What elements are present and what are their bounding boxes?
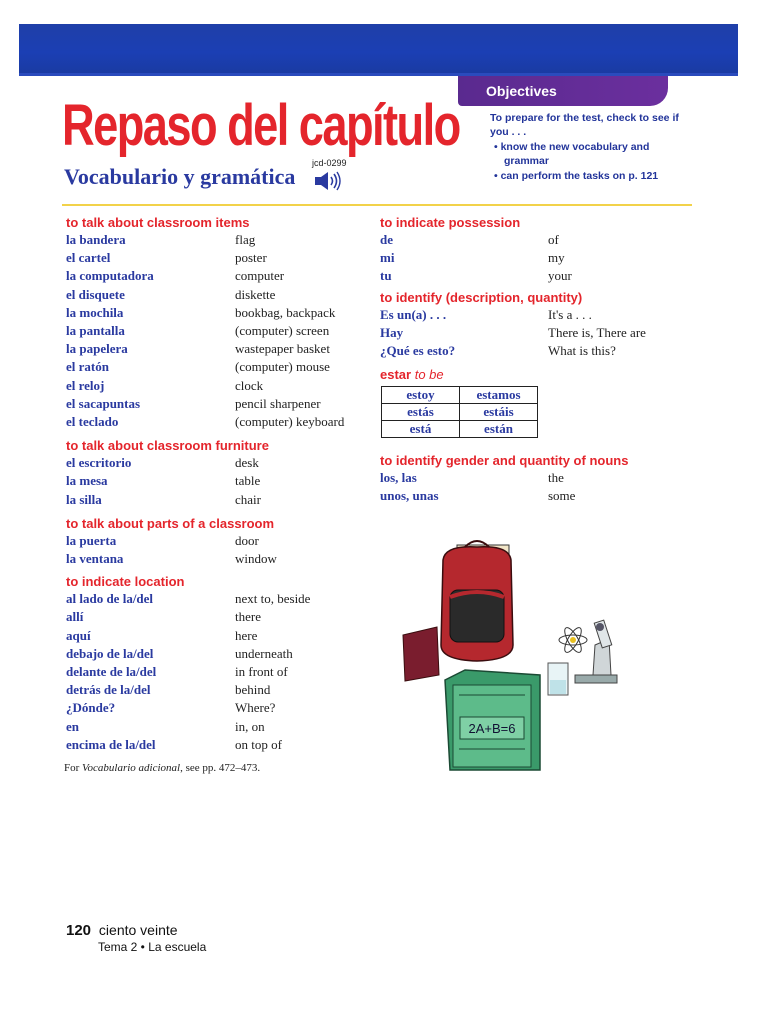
section-heading: to talk about parts of a classroom — [66, 515, 275, 531]
page-title: Repaso del capítulo — [62, 93, 460, 158]
vocab-row — [66, 472, 366, 490]
estar-conjugation-table — [381, 386, 538, 438]
vocab-row — [66, 718, 366, 736]
vocab-row — [66, 322, 366, 340]
vocab-row — [66, 645, 366, 663]
spanish-term: el ratón — [66, 359, 109, 375]
spanish-term: aquí — [66, 627, 91, 643]
vocab-row — [66, 608, 366, 626]
english-term: diskette — [235, 286, 276, 302]
english-term: here — [235, 627, 258, 643]
vocab-row — [66, 413, 366, 431]
speaker-icon[interactable] — [313, 171, 343, 191]
vocab-row — [66, 377, 366, 395]
english-term: (computer) mouse — [235, 359, 330, 375]
footnote-prefix: For — [64, 762, 83, 774]
spanish-term: la mesa — [66, 473, 108, 489]
english-term: Where? — [235, 700, 276, 716]
table-cell: están — [460, 421, 538, 438]
english-term: in front of — [235, 664, 288, 680]
english-term: clock — [235, 377, 264, 393]
spanish-term: tu — [380, 268, 392, 284]
spanish-term: la puerta — [66, 532, 117, 548]
table-cell: estás — [382, 404, 460, 421]
section-identify — [380, 289, 700, 361]
english-term: computer — [235, 268, 285, 284]
vocab-row — [66, 491, 366, 509]
section-classroom-items — [66, 214, 366, 431]
spanish-term: en — [66, 718, 79, 734]
table-cell: está — [382, 421, 460, 438]
section-estar — [380, 366, 700, 438]
vocab-row — [380, 249, 700, 267]
objectives-tab — [458, 76, 668, 106]
section-heading: to identify (description, quantity) — [380, 289, 583, 305]
english-term: bookbag, backpack — [235, 304, 336, 320]
spanish-term: la computadora — [66, 268, 154, 284]
english-term: desk — [235, 455, 259, 471]
english-term: (computer) screen — [235, 323, 330, 339]
english-term: next to, beside — [235, 591, 311, 607]
english-term: in, on — [235, 718, 265, 734]
vocab-row — [380, 469, 700, 487]
spanish-term: la ventana — [66, 551, 124, 567]
vocab-row — [66, 304, 366, 322]
spanish-term: la mochila — [66, 304, 124, 320]
english-term: wastepaper basket — [235, 341, 330, 357]
section-possession — [380, 214, 700, 286]
vocab-row — [66, 663, 366, 681]
spanish-term: ¿Dónde? — [66, 700, 116, 716]
english-term: What is this? — [548, 343, 616, 359]
vocab-row — [66, 627, 366, 645]
table-cell: estamos — [460, 387, 538, 404]
notebook-icon — [403, 627, 439, 681]
spanish-term: el cartel — [66, 250, 111, 266]
vocab-row — [66, 681, 366, 699]
vocab-row — [380, 342, 700, 360]
spanish-term: la papelera — [66, 341, 128, 357]
vocab-row — [66, 699, 366, 717]
page-number: 120 — [66, 922, 92, 939]
objectives-label: Objectives — [486, 83, 557, 99]
left-column — [66, 214, 366, 757]
english-term: pencil sharpener — [235, 395, 321, 411]
english-term: flag — [235, 232, 256, 247]
vocab-row — [66, 340, 366, 358]
section-heading: to talk about classroom furniture — [66, 438, 269, 454]
english-term: table — [235, 473, 261, 489]
top-banner — [19, 24, 738, 76]
vocab-row — [66, 395, 366, 413]
spanish-term: unos, unas — [380, 488, 439, 504]
book-text: 2A+B=6 — [468, 721, 516, 736]
section-classroom-parts — [66, 515, 366, 568]
english-term: It's a . . . — [548, 306, 592, 322]
spanish-term: Hay — [380, 324, 404, 340]
english-term: there — [235, 609, 261, 625]
english-term: on top of — [235, 736, 282, 752]
estar-verb: estar — [380, 367, 412, 383]
spanish-term: allí — [66, 609, 84, 625]
footnote-suffix: , see pp. 472–473. — [180, 762, 261, 774]
section-heading — [380, 366, 700, 383]
spanish-term: la bandera — [66, 232, 126, 247]
objectives-intro: To prepare for the test, check to see if you . . . — [490, 112, 679, 138]
table-row — [382, 387, 538, 404]
spanish-term: el sacapuntas — [66, 395, 141, 411]
spanish-term: los, las — [380, 470, 417, 486]
right-column — [380, 214, 700, 509]
english-term: poster — [235, 250, 267, 266]
section-heading: to talk about classroom items — [66, 215, 250, 230]
footnote — [64, 762, 260, 774]
header-divider — [62, 204, 692, 206]
english-term: your — [548, 268, 572, 284]
table-cell: estoy — [382, 387, 460, 404]
vocab-row — [66, 249, 366, 267]
spanish-term: encima de la/del — [66, 736, 156, 752]
vocab-row — [380, 267, 700, 285]
vocab-row — [66, 550, 366, 568]
backpack-icon — [441, 541, 513, 661]
section-gender — [380, 452, 700, 505]
english-term: behind — [235, 682, 271, 698]
english-term: door — [235, 532, 259, 548]
vocab-row — [66, 532, 366, 550]
vocab-row — [380, 306, 700, 324]
objectives-box — [490, 112, 690, 186]
vocab-row — [66, 736, 366, 754]
spanish-term: el disquete — [66, 286, 125, 302]
section-classroom-furniture — [66, 437, 366, 509]
classroom-items-illustration — [395, 535, 645, 775]
page-number-line — [66, 922, 178, 939]
english-term: chair — [235, 491, 261, 507]
spanish-term: el reloj — [66, 377, 105, 393]
estar-meaning: to be — [414, 367, 444, 383]
table-cell: estáis — [460, 404, 538, 421]
spanish-term: la pantalla — [66, 323, 125, 339]
vocab-row — [66, 286, 366, 304]
vocab-row — [66, 267, 366, 285]
english-term: window — [235, 551, 277, 567]
page-subtitle: Vocabulario y gramática — [64, 164, 296, 189]
english-term: There is, There are — [548, 324, 646, 340]
section-location — [66, 573, 366, 754]
atom-icon — [559, 625, 587, 654]
section-heading: to identify gender and quantity of nouns — [380, 453, 629, 469]
spanish-term: el escritorio — [66, 455, 132, 471]
spanish-term: de — [380, 232, 393, 247]
vocab-row — [380, 324, 700, 342]
book-icon — [445, 670, 540, 770]
section-heading: to indicate location — [66, 574, 185, 590]
english-term: underneath — [235, 645, 293, 661]
vocab-row — [66, 358, 366, 376]
spanish-term: detrás de la/del — [66, 682, 151, 698]
vocab-row — [66, 454, 366, 472]
vocab-row — [66, 590, 366, 608]
objectives-bullet: • know the new vocabulary and grammar — [494, 141, 650, 167]
audio-code: jcd-0299 — [312, 158, 347, 168]
vocab-row — [66, 231, 366, 249]
section-heading: to indicate possession — [380, 215, 521, 230]
vocab-row — [380, 487, 700, 505]
english-term: my — [548, 250, 565, 266]
page-number-words: ciento veinte — [98, 922, 178, 938]
spanish-term: delante de la/del — [66, 664, 157, 680]
english-term: some — [548, 488, 576, 504]
spanish-term: Es un(a) . . . — [380, 306, 447, 322]
spanish-term: la silla — [66, 491, 102, 507]
chapter-label: Tema 2 • La escuela — [98, 940, 207, 954]
spanish-term: ¿Qué es esto? — [380, 343, 456, 359]
table-row — [382, 404, 538, 421]
spanish-term: al lado de la/del — [66, 591, 154, 607]
footnote-title: Vocabulario adicional — [82, 762, 181, 774]
english-term: (computer) keyboard — [235, 414, 345, 430]
table-row — [382, 421, 538, 438]
objectives-bullet: • can perform the tasks on p. 121 — [494, 170, 659, 182]
vocab-row — [380, 231, 700, 249]
spanish-term: debajo de la/del — [66, 645, 154, 661]
english-term: the — [548, 470, 564, 486]
english-term: of — [548, 232, 559, 247]
beaker-icon — [548, 663, 568, 695]
spanish-term: el teclado — [66, 414, 119, 430]
spanish-term: mi — [380, 250, 395, 266]
